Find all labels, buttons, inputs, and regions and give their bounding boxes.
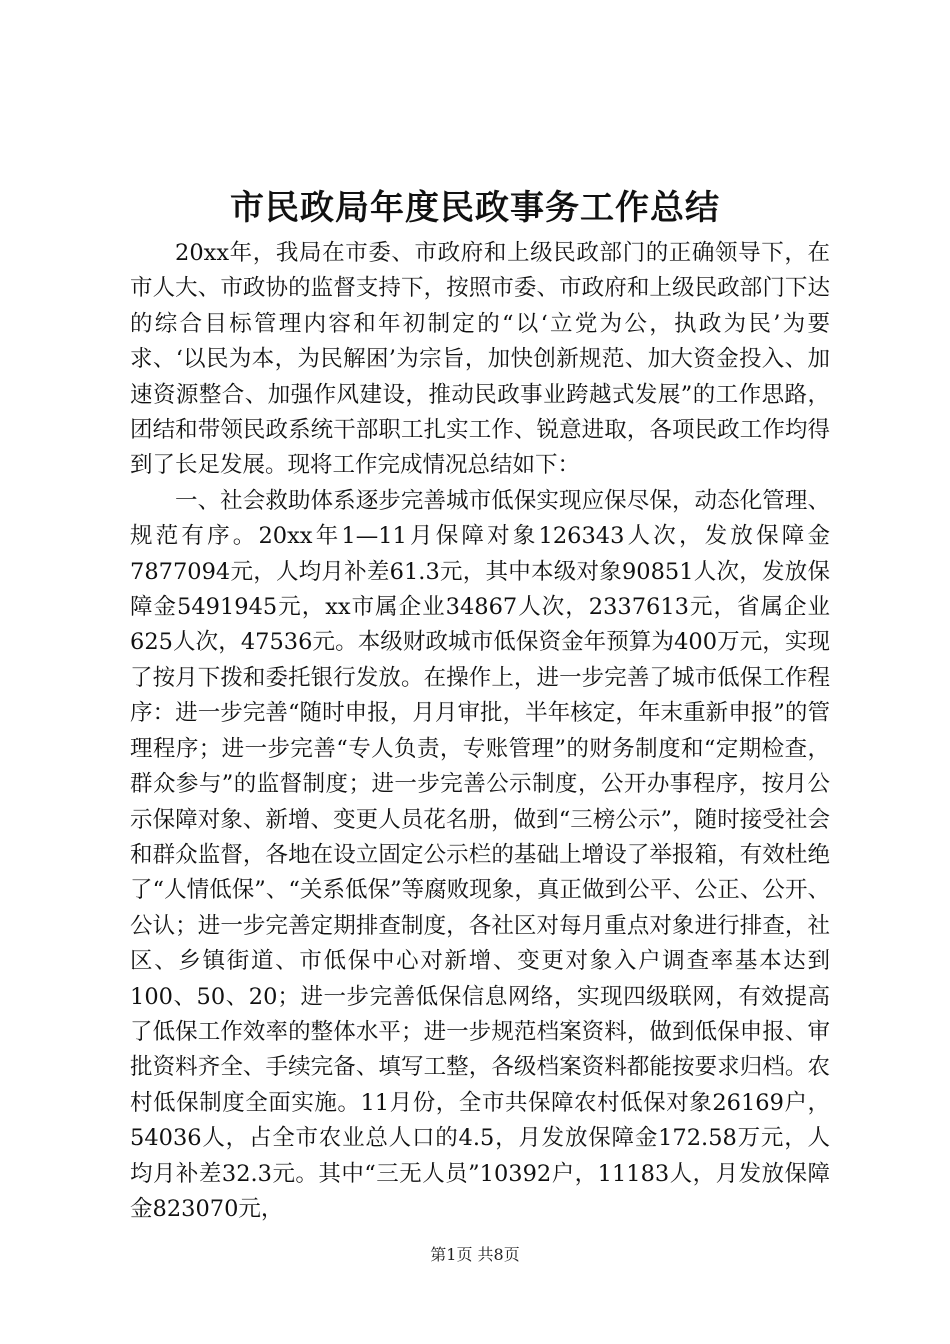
paragraph-intro: 20xx年，我局在市委、市政府和上级民政部门的正确领导下，在市人大、市政协的监督支持下，按照市委、市政府和上级民政部门下达的综合目标管理内容和年初制定的“以‘立党为公，执政为民’为要求、‘以民为本，为民解困’为宗旨，加快创新规范、加大资金投入、加速资源整合、加强作风建设，推动民政事业跨越式发展”的工作思路，团结和带领民政系统干部职工扎实工作、锐意进取，各项民政工作均得到了长足发展。现将工作完成情况总结如下： xyxy=(130,240,830,479)
document-body xyxy=(130,236,830,1227)
document-title: 市民政局年度民政事务工作总结 xyxy=(230,188,720,228)
paragraph-social-assistance: 一、社会救助体系逐步完善城市低保实现应保尽保，动态化管理、规范有序。20xx年1—11月保障对象126343人次，发放保障金7877094元，人均月补差61.3元，其中本级对象90851人次，发放保障金5491945元，xx市属企业34867人次，2337613元，省属企业625人次，47536元。本级财政城市低保资金年预算为400万元，实现了按月下拨和委托银行发放。在操作上，进一步完善了城市低保工作程序：进一步完善“随时申报，月月审批，半年核定，年末重新申报”的管理程序；进一步完善“专人负责，专账管理”的财务制度和“定期检查，群众参与”的监督制度；进一步完善公示制度，公开办事程序，按月公示保障对象、新增、变更人员花名册，做到“三榜公示”，随时接受社会和群众监督，各地在设立固定公示栏的基础上增设了举报箱，有效杜绝了“人情低保”、“关系低保”等腐败现象，真正做到公平、公正、公开、公认；进一步完善定期排查制度，各社区对每月重点对象进行排查，社区、乡镇街道、市低保中心对新增、变更对象入户调查率基本达到100、50、20；进一步完善低保信息网络，实现四级联网，有效提高了低保工作效率的整体水平；进一步规范档案资料，做到低保申报、审批资料齐全、手续完备、填写工整，各级档案资料都能按要求归档。农村低保制度全面实施。11月份，全市共保障农村低保对象26169户，54036人，占全市农业总人口的4.5，月发放保障金172.58万元，人均月补差32.3元。其中“三无人员”10392户，11183人，月发放保障金823070元， xyxy=(130,487,830,1222)
page-number: 第1页 共8页 xyxy=(430,1245,520,1264)
